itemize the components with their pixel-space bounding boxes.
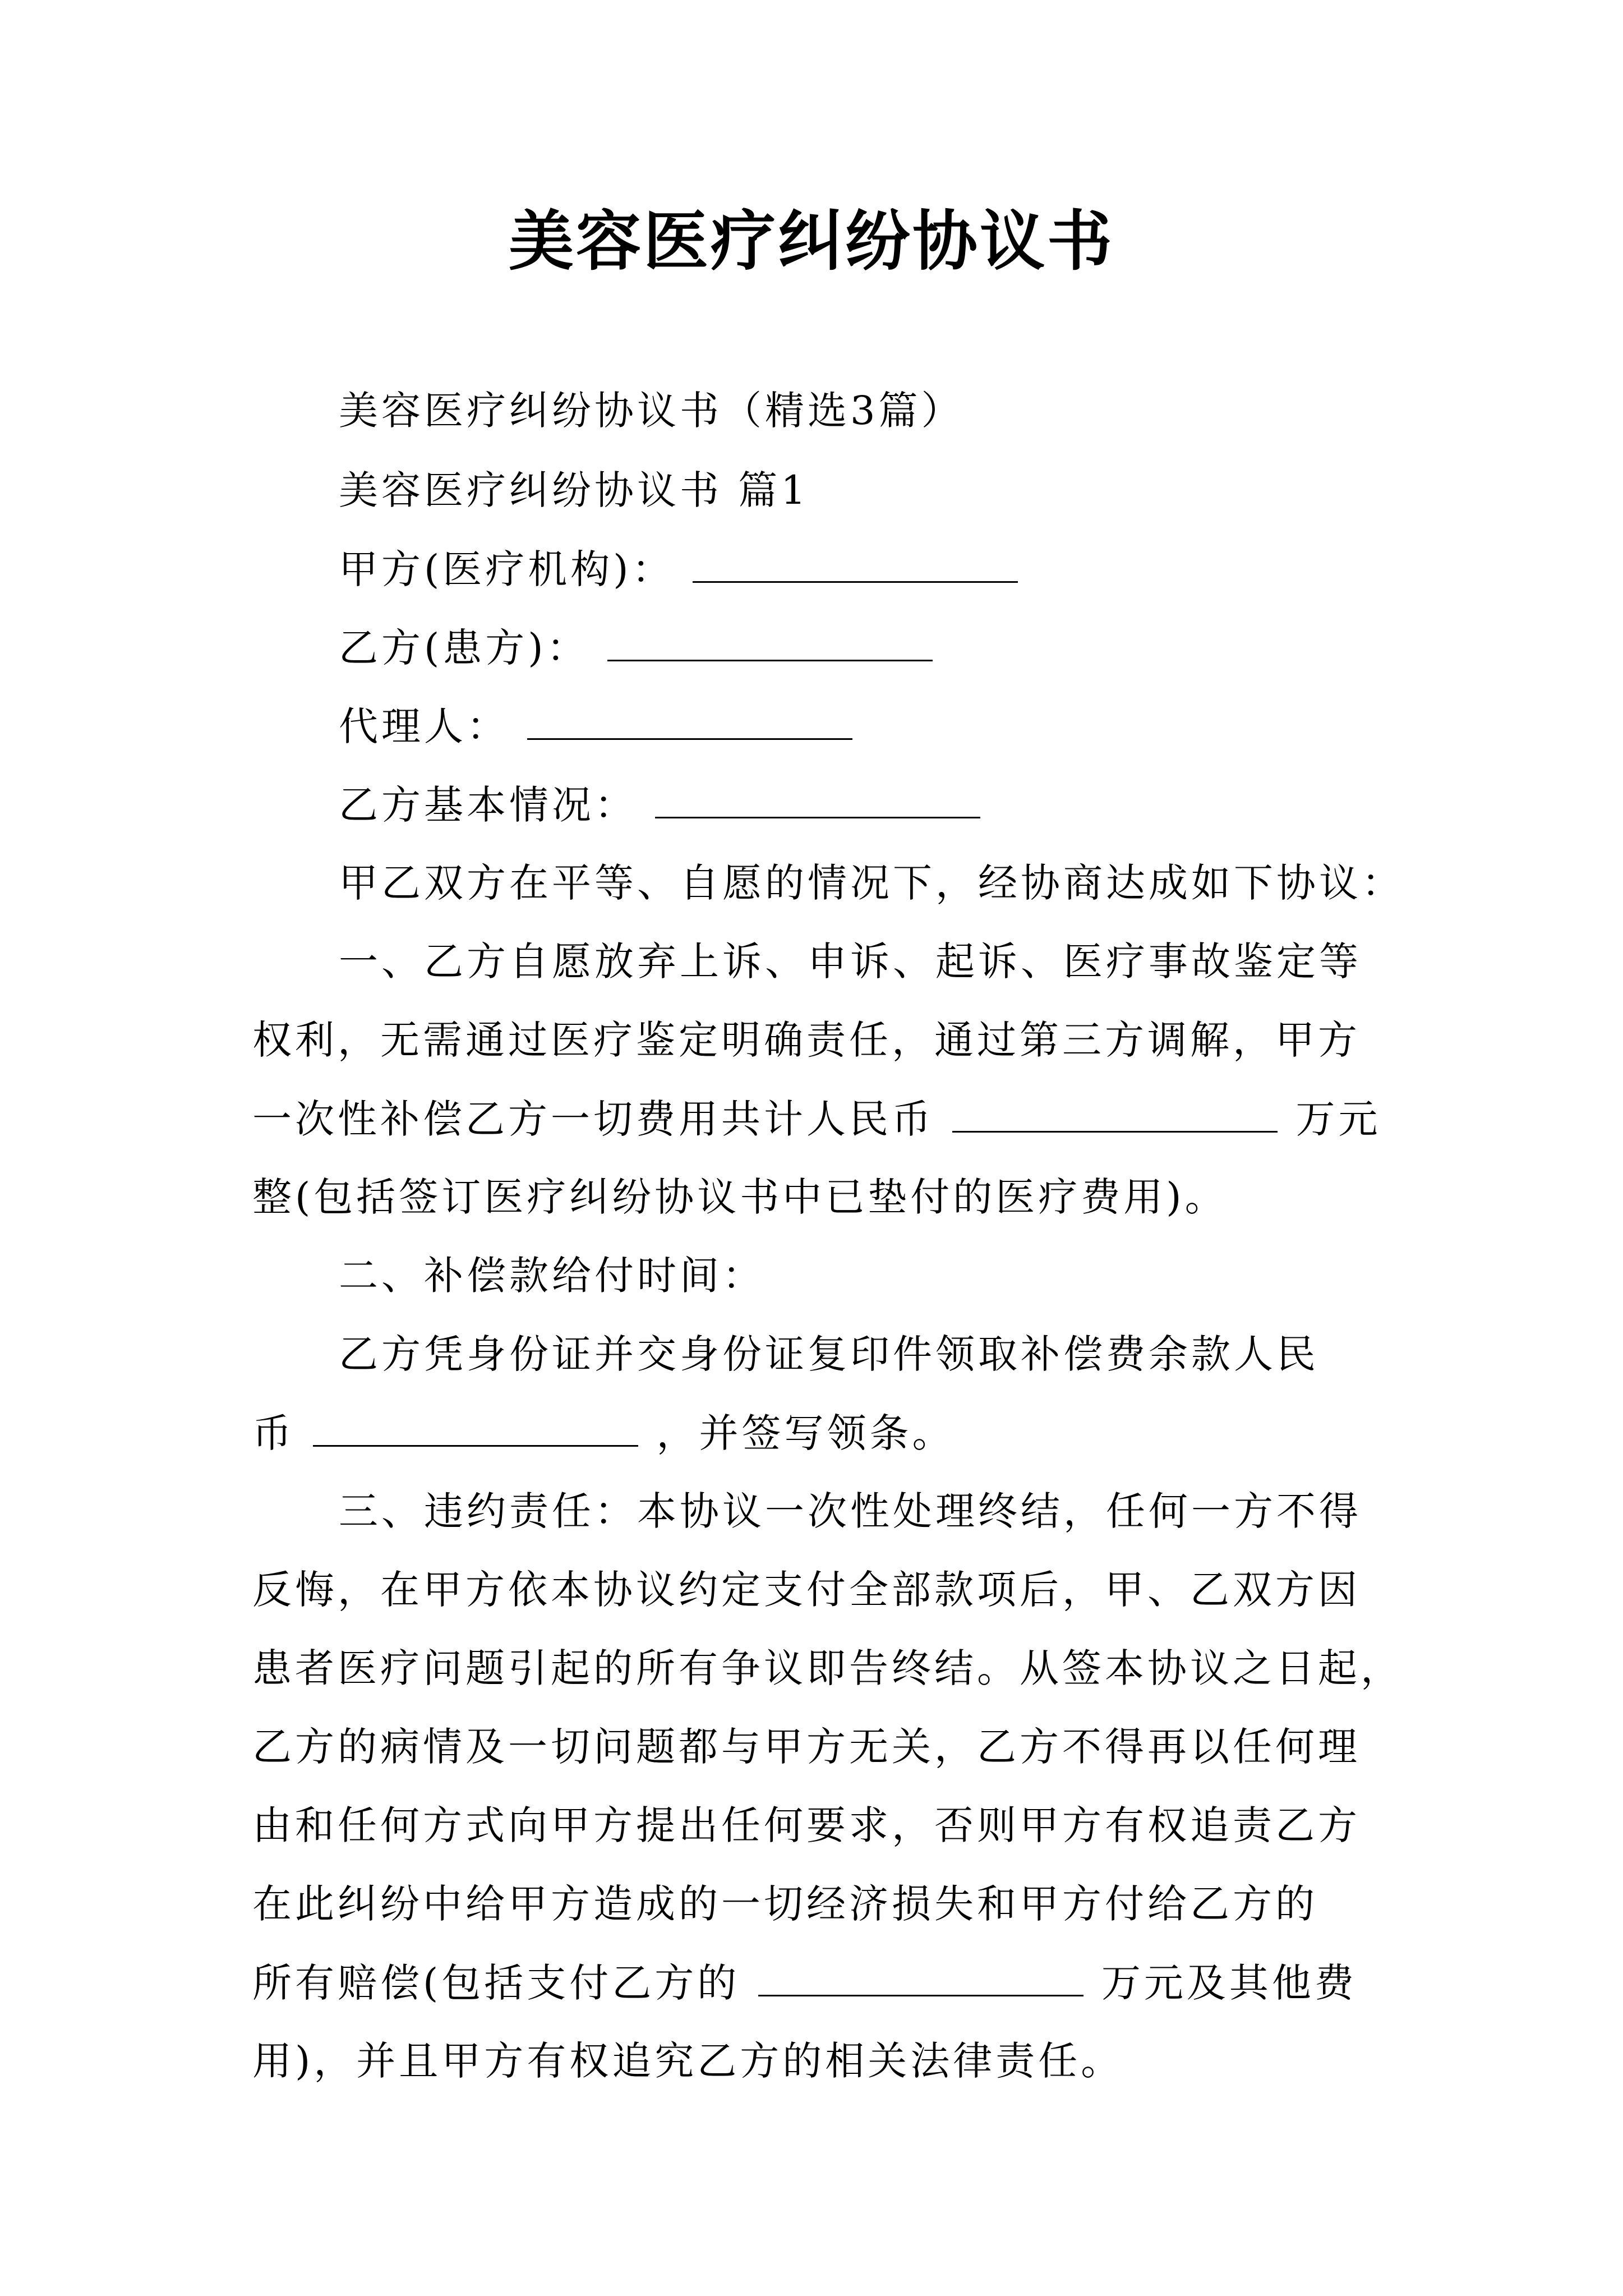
text-line [339, 1327, 1319, 1381]
text-line [252, 1013, 1361, 1067]
text-line [252, 1720, 1361, 1774]
text-line [339, 620, 935, 675]
document-title: 美容医疗纠纷协议书 [509, 203, 1114, 279]
text-line [252, 1641, 1403, 1695]
line-text: 一、乙方自愿放弃上诉、申诉、起诉、医疗事故鉴定等 [339, 938, 1362, 984]
text-line [339, 699, 855, 753]
fill-in-blank[interactable] [952, 1092, 1278, 1133]
text-line [339, 856, 1404, 910]
text-line [252, 1955, 1357, 2010]
text-line [252, 1092, 1381, 1146]
fill-in-blank[interactable] [607, 620, 933, 661]
fill-in-blank[interactable] [693, 542, 1018, 583]
line-text: 乙方凭身份证并交身份证复印件领取补偿费余款人民 [339, 1331, 1319, 1377]
line-text: 权利，无需通过医疗鉴定明确责任，通过第三方调解，甲方 [252, 1017, 1361, 1063]
text-line [339, 935, 1362, 988]
line-text: 患者医疗问题引起的所有争议即告终结。从签本协议之日起， [252, 1645, 1403, 1691]
fill-in-blank[interactable] [758, 1955, 1083, 1996]
line-text: 一次性补偿乙方一切费用共计人民币 [252, 1096, 934, 1142]
fill-in-blank[interactable] [527, 699, 852, 740]
text-line [252, 1406, 955, 1460]
line-text: 美容医疗纠纷协议书（精选3篇） [339, 388, 964, 434]
line-text: 整(包括签订医疗纠纷协议书中已垫付的医疗费用)。 [252, 1174, 1228, 1220]
text-line [339, 542, 1020, 596]
text-line [252, 1798, 1361, 1852]
line-text: 三、违约责任：本协议一次性处理终结，任何一方不得 [339, 1488, 1362, 1534]
line-text: 由和任何方式向甲方提出任何要求，否则甲方有权追责乙方 [252, 1802, 1361, 1848]
line-text: 在此纠纷中给甲方造成的一切经济损失和甲方付给乙方的 [252, 1881, 1318, 1927]
line-text: 代理人： [339, 703, 509, 749]
line-text-after: ，并签写领条。 [656, 1410, 955, 1456]
line-text-after: 万元 [1295, 1096, 1381, 1142]
line-text: 乙方(患方)： [339, 625, 589, 671]
line-text: 乙方基本情况： [339, 782, 637, 828]
text-line [339, 1484, 1362, 1538]
line-text: 二、补偿款给付时间： [339, 1253, 765, 1299]
line-text: 美容医疗纠纷协议书 篇1 [339, 467, 809, 513]
text-line [252, 1563, 1361, 1617]
text-line [339, 384, 964, 438]
fill-in-blank[interactable] [655, 777, 980, 818]
line-text-after: 万元及其他费 [1101, 1960, 1357, 2006]
line-text: 币 [252, 1410, 295, 1456]
fill-in-blank[interactable] [313, 1406, 638, 1447]
text-line [339, 1249, 765, 1303]
text-line [252, 1877, 1318, 1931]
text-line [339, 777, 983, 832]
text-line [339, 463, 809, 517]
line-text: 用)，并且甲方有权追究乙方的相关法律责任。 [252, 2038, 1124, 2084]
line-text: 反悔，在甲方依本协议约定支付全部款项后，甲、乙双方因 [252, 1567, 1361, 1613]
line-text: 甲乙双方在平等、自愿的情况下，经协商达成如下协议： [339, 860, 1404, 906]
line-text: 所有赔偿(包括支付乙方的 [252, 1960, 740, 2006]
text-line [252, 1170, 1228, 1224]
line-text: 乙方的病情及一切问题都与甲方无关，乙方不得再以任何理 [252, 1724, 1361, 1770]
text-line [252, 2034, 1123, 2088]
line-text: 甲方(医疗机构)： [339, 546, 675, 592]
